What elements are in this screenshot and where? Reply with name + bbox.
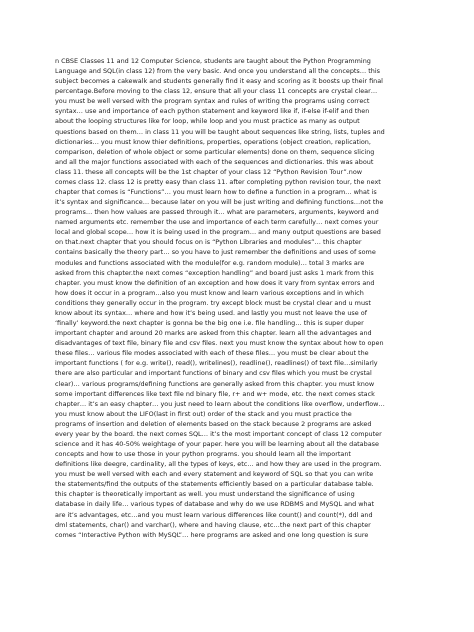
text-line: this chapter is theoretically important as well. you must understand the significance of using [55,490,355,499]
text-line: definitions like deegre, cardinality, all the types of keys, etc… and how they are used in the program. [55,460,382,469]
text-line: about the looping structures like for loop, while loop and you must practice as many as output [55,117,360,126]
text-line: clear)… various programs/defining functions are generally asked from this chapter. you must know [55,379,375,388]
text-line: named arguments etc. remember the use and importance of each term carefully… next comes your [55,218,379,227]
text-line: contains basically the theory part… so you have to just remember the definitions and uses of some [55,248,376,257]
text-line: chapter that comes is “Functions”… you must learn how to define a function in a program… what is [55,188,377,197]
text-line: comparison, deletion of whole object or some particular elements) done on them, sequence slicing [55,147,375,156]
text-line: important functions ( for e.g. write(), read(), writelines(), readline(), readlines() of text file…similarly [55,359,378,368]
text-line: chapter… it’s an easy chapter… you just need to learn about the conditions like overflow, underflow… [55,399,385,408]
text-line: on that.next chapter that you should focus on is “Python Libraries and modules”… this chapter [55,238,362,247]
text-line: n CBSE Classes 11 and 12 Computer Science, students are taught about the Python Programming [55,57,371,65]
text-line: asked from this chapter.the next comes “exception handling” and board just asks 1 mark from this [55,268,374,277]
document-body [55,56,427,540]
text-line: some important differences like text file nd binary file, r+ and w+ mode, etc. the next comes stack [55,389,375,398]
text-line: you must be well versed with each and every statement and keyword of SQL so that you can write [55,470,374,479]
text-line: comes class 12. class 12 is pretty easy than class 11. after completing python revision tour, the next [55,177,381,186]
text-line: you must know about the LIFO(last in first out) order of the stack and you must practice the [55,409,352,418]
text-line: it’s syntax and significance… because later on you will be just writing and defining functions…not the [55,198,384,207]
text-line: important chapter and around 20 marks are asked from this chapter. learn all the advantages and [55,329,372,338]
text-line: class 11. these all concepts will be the 1st chapter of your class 12 “Python Revision Tour”.now [55,167,363,176]
text-line: Language and SQL(in class 12) from the very basic. And once you understand all the concepts… this [55,67,381,76]
text-line: dml statements, char() and varchar(), where and having clause, etc…the next part of this chapter [55,520,371,529]
text-line: how does it occur in a program…also you must know and learn various exceptions and in which [55,288,364,297]
text-line: know about its syntax… where and how it’s being used. and lastly you must not leave the use of [55,308,368,317]
text-line: questions based on them… in class 11 you will be taught about sequences like string, lists, tuples and [55,127,385,136]
text-line: programs… then how values are passed through it… what are parameters, arguments, keyword and [55,208,379,217]
text-line: database in daily life… various types of database and why do we use RDBMS and MySQL and what [55,500,375,509]
text-line: subject becomes a cakewalk and students generally find it easy and scoring as it boosts up their final [55,77,383,86]
text-line: dictionaries… you must know thier definitions, properties, operations (object creation, replication, [55,137,371,146]
text-line: syntax… use and importance of each python statement and keyword like if, if-else if-elif and then [55,107,370,116]
text-line: local and global scope… how it is being used in the program… and many output questions are based [55,228,381,237]
text-line: conditions they generally occur in the program. try except block must be crystal clear and u must [55,298,371,307]
text-line: these files… various file modes associated with each of these files… you must be clear about the [55,349,369,358]
text-line: concepts and how to use those in your python programs. you should learn all the important [55,450,351,459]
text-line: chapter. you must know the definition of an exception and how does it vary from syntax errors and [55,278,375,287]
text-line: science and it has 40-50% weightage of your paper. here you will be learning about all the database [55,439,379,448]
text-line: the statements/find the outputs of the statements efficiently based on a particular database table. [55,480,374,489]
text-line: disadvantages of text file, binary file and csv files. next you must know the syntax about how to open [55,339,384,348]
text-line: there are also particular and important functions of binary and csv files which you must be crystal [55,369,372,378]
text-line: every year by the board. the next comes SQL… it’s the most important concept of class 12 computer [55,429,382,438]
text-line: ‘finally’ keyword.the next chapter is gonna be the big one i.e. file handling… this is super duper [55,319,364,328]
text-line: and all the major functions associated with each of the sequences and dictionaries. this was about [55,157,374,166]
text-line: programs of insertion and deletion of elements based on the stack because 2 programs are asked [55,419,372,428]
text-line: comes “Interactive Python with MySQL”… here programs are asked and one long question is sure [55,530,369,539]
text-line: are it’s advantages, etc…and you must learn various differences like count() and count(*), ddl and [55,510,373,519]
text-line: modules and functions associated with the module(for e.g. random module)… total 3 marks are [55,258,365,267]
text-line: percentage.Before moving to the class 12, ensure that all your class 11 concepts are crystal clear… [55,87,378,96]
text-line: you must be well versed with the program syntax and rules of writing the programs using correct [55,97,370,106]
